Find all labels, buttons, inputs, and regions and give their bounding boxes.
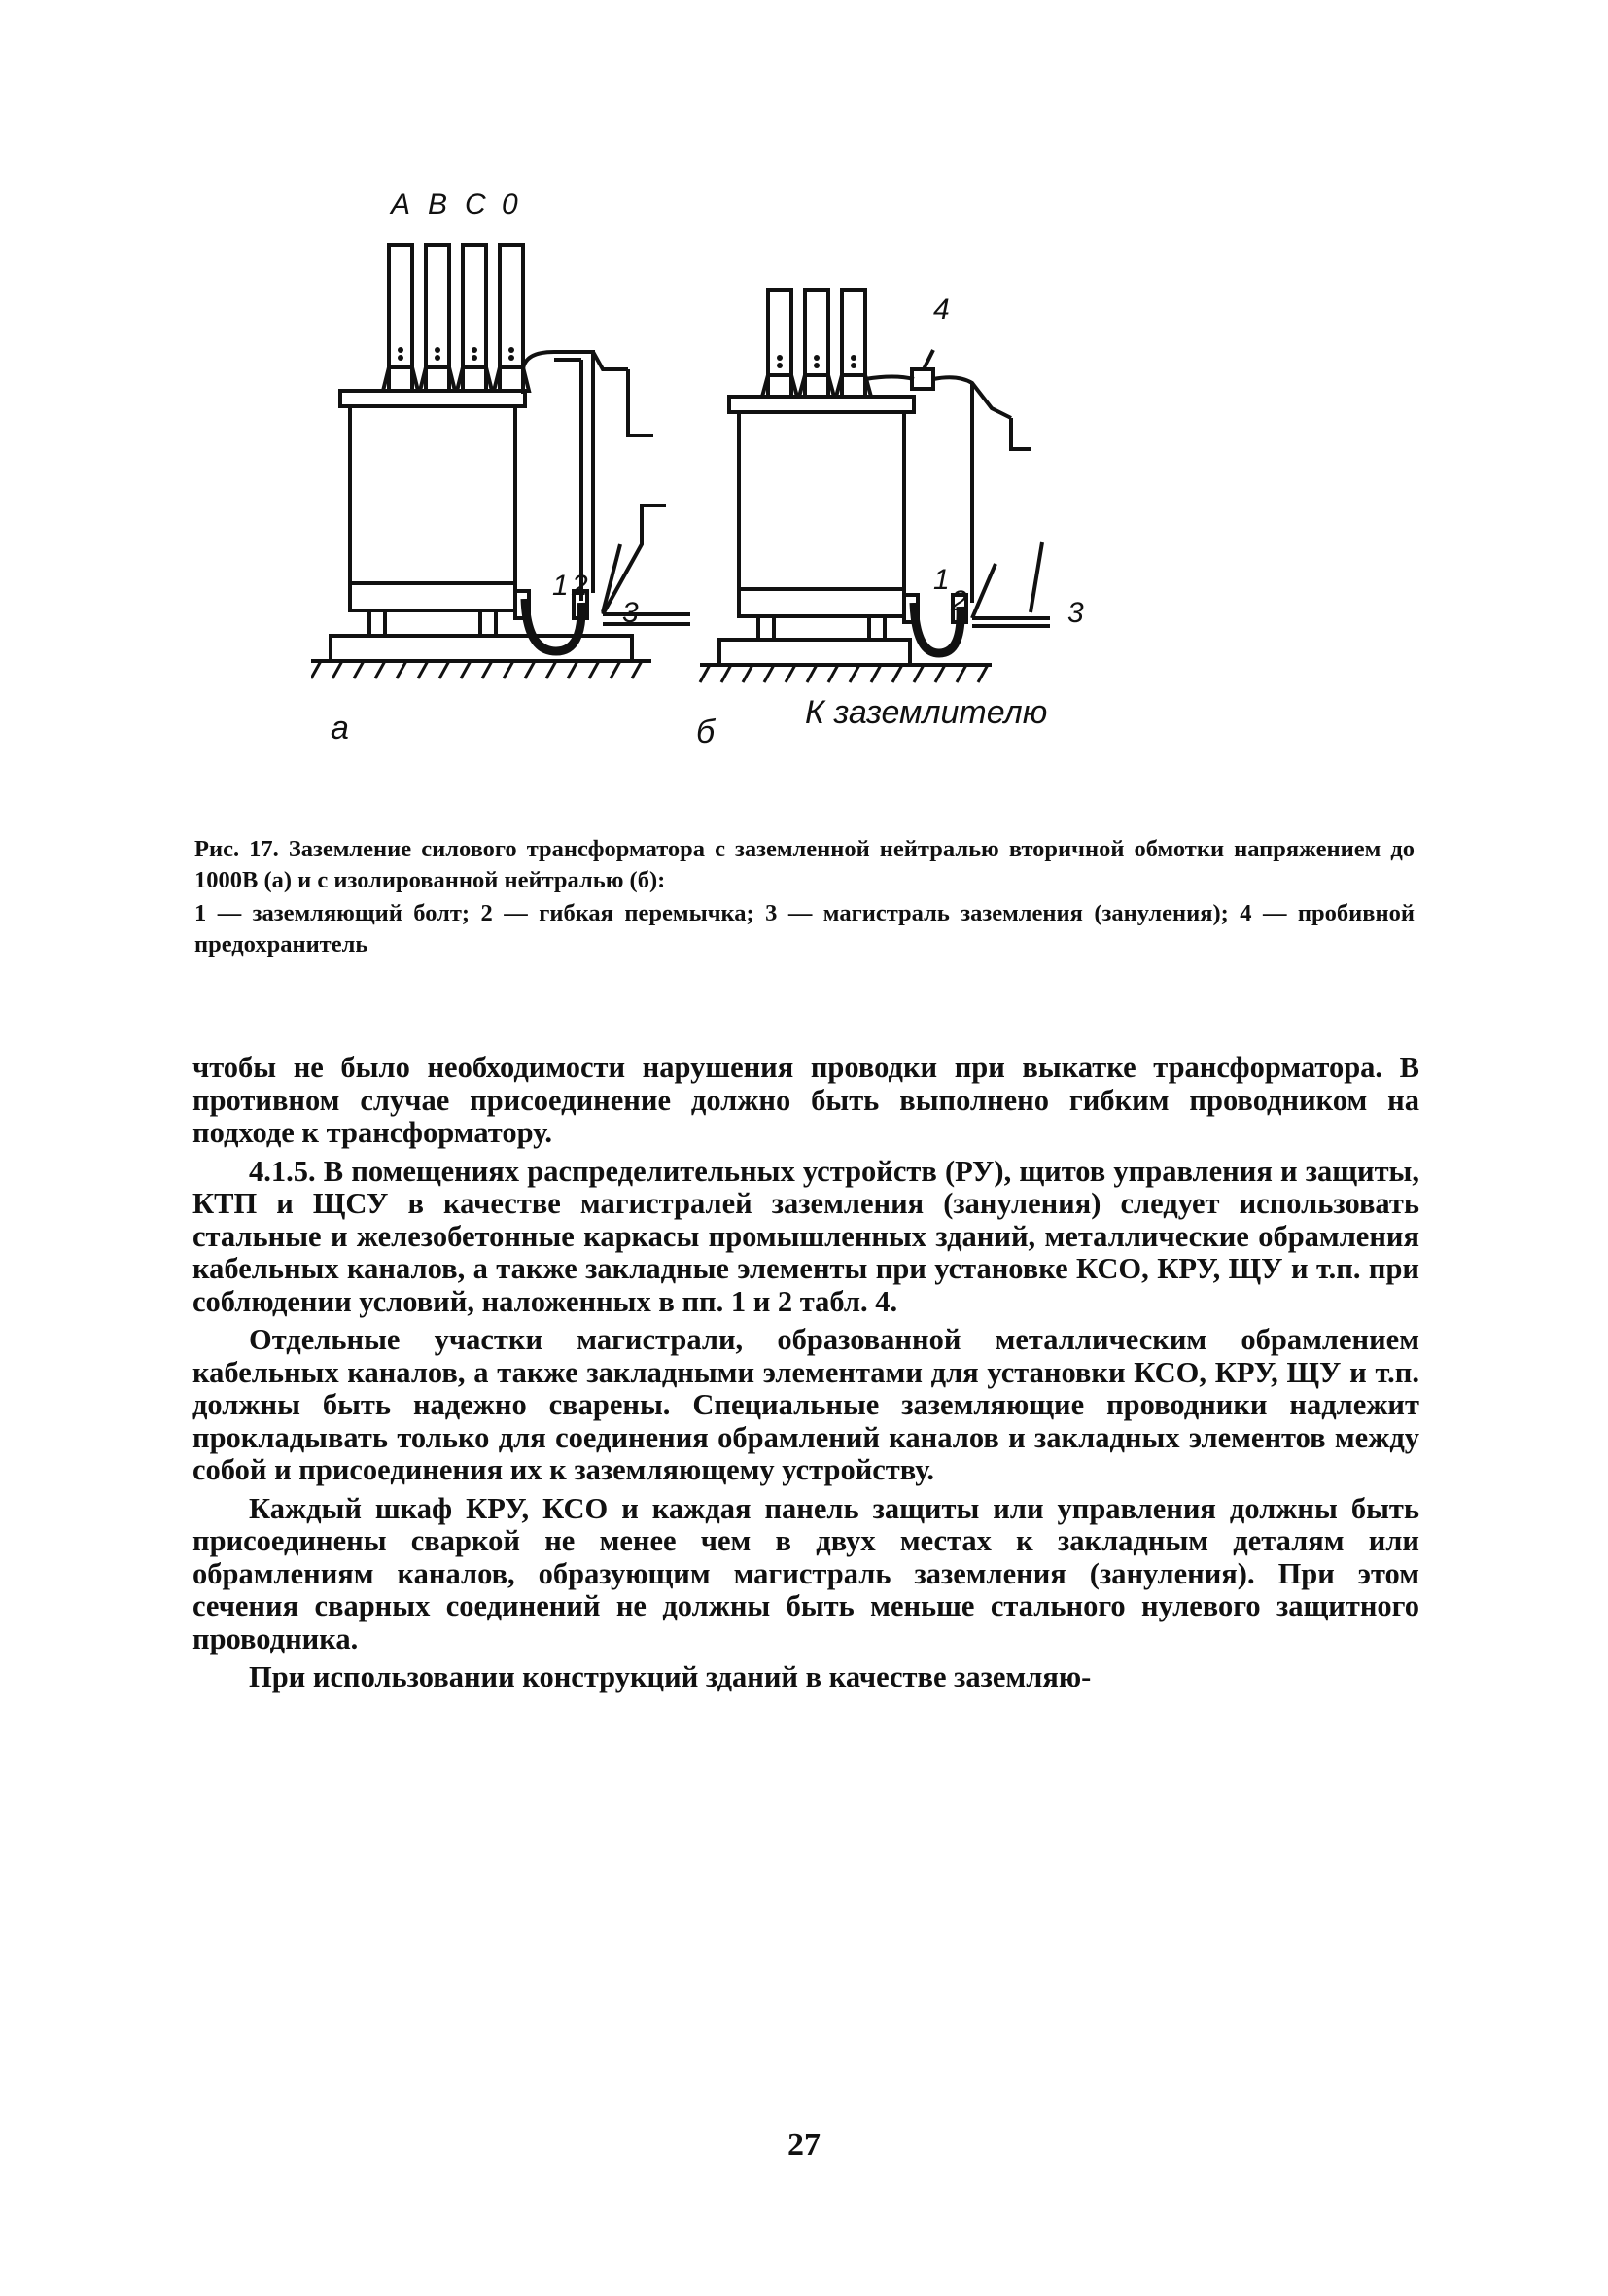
paragraph-4: Каждый шкаф КРУ, КСО и каждая панель защиты или управления должны быть присоединены сваркой не менее чем в двух местах к закладным деталям или обрамлениям каналов, образующим магистраль заземления (зануления). При этом сечения сварных соединений не должны быть меньше стального нулевого защитного проводника. [192, 1491, 1419, 1655]
figure-drawing [311, 175, 1283, 817]
caption-legend: 1 — заземляющий болт; 2 — гибкая перемычка; 3 — магистраль заземления (зануления); 4 — пробивной предохранитель [194, 900, 1415, 957]
page-number: 27 [787, 2127, 821, 2163]
phase-label-a: A [391, 189, 411, 221]
phase-label-0: 0 [502, 189, 518, 221]
paragraph-2: 4.1.5. В помещениях распределительных устройств (РУ), щитов управления и защиты, КТП и ЩСУ в качестве магистралей заземления (зануления) следует использовать стальные и железобетонные каркасы промышленных зданий, металлические обрамления кабельных каналов, а также закладные элементы при установке КСО, КРУ, ЩУ и т.п. при соблюдении условий, наложенных в пп. 1 и 2 табл. 4. [192, 1154, 1419, 1318]
callout-a-2: 2 [572, 570, 588, 602]
phase-label-c: C [465, 189, 486, 221]
callout-b-4: 4 [933, 294, 950, 326]
body-text [192, 1052, 1419, 1700]
panel-label-a: а [331, 710, 349, 747]
transformer-grounding-figure [311, 175, 1283, 817]
ground-electrode-label: К заземлителю [805, 694, 1048, 731]
callout-b-1: 1 [933, 564, 950, 596]
panel-label-b: б [696, 713, 716, 750]
paragraph-5: При использовании конструкций зданий в качестве заземляю- [249, 1660, 1092, 1693]
callout-a-3: 3 [622, 597, 639, 629]
callout-b-3: 3 [1067, 597, 1084, 629]
phase-label-b: B [428, 189, 448, 221]
paragraph-3: Отдельные участки магистрали, образованной металлическим обрамлением кабельных каналов, а также закладными элементами для установки КСО, КРУ, ЩУ и т.п. должны быть надежно сварены. Специальные заземляющие проводники надлежит прокладывать только для соединения обрамлений каналов и закладных элементов между собой и присоединения их к заземляющему устройству. [192, 1323, 1419, 1486]
figure-caption [194, 834, 1415, 960]
callout-b-2: 2 [951, 585, 967, 617]
paragraph-1: чтобы не было необходимости нарушения проводки при выкатке трансформатора. В противном случае присоединение должно быть выполнено гибким проводником на подходе к трансформатору. [192, 1051, 1419, 1149]
caption-title: Рис. 17. Заземление силового трансформатора с заземленной нейтралью вторичной обмотки напряжением до 1000В (а) и с изолированной нейтралью (б): [194, 836, 1415, 893]
callout-a-1: 1 [552, 570, 569, 602]
